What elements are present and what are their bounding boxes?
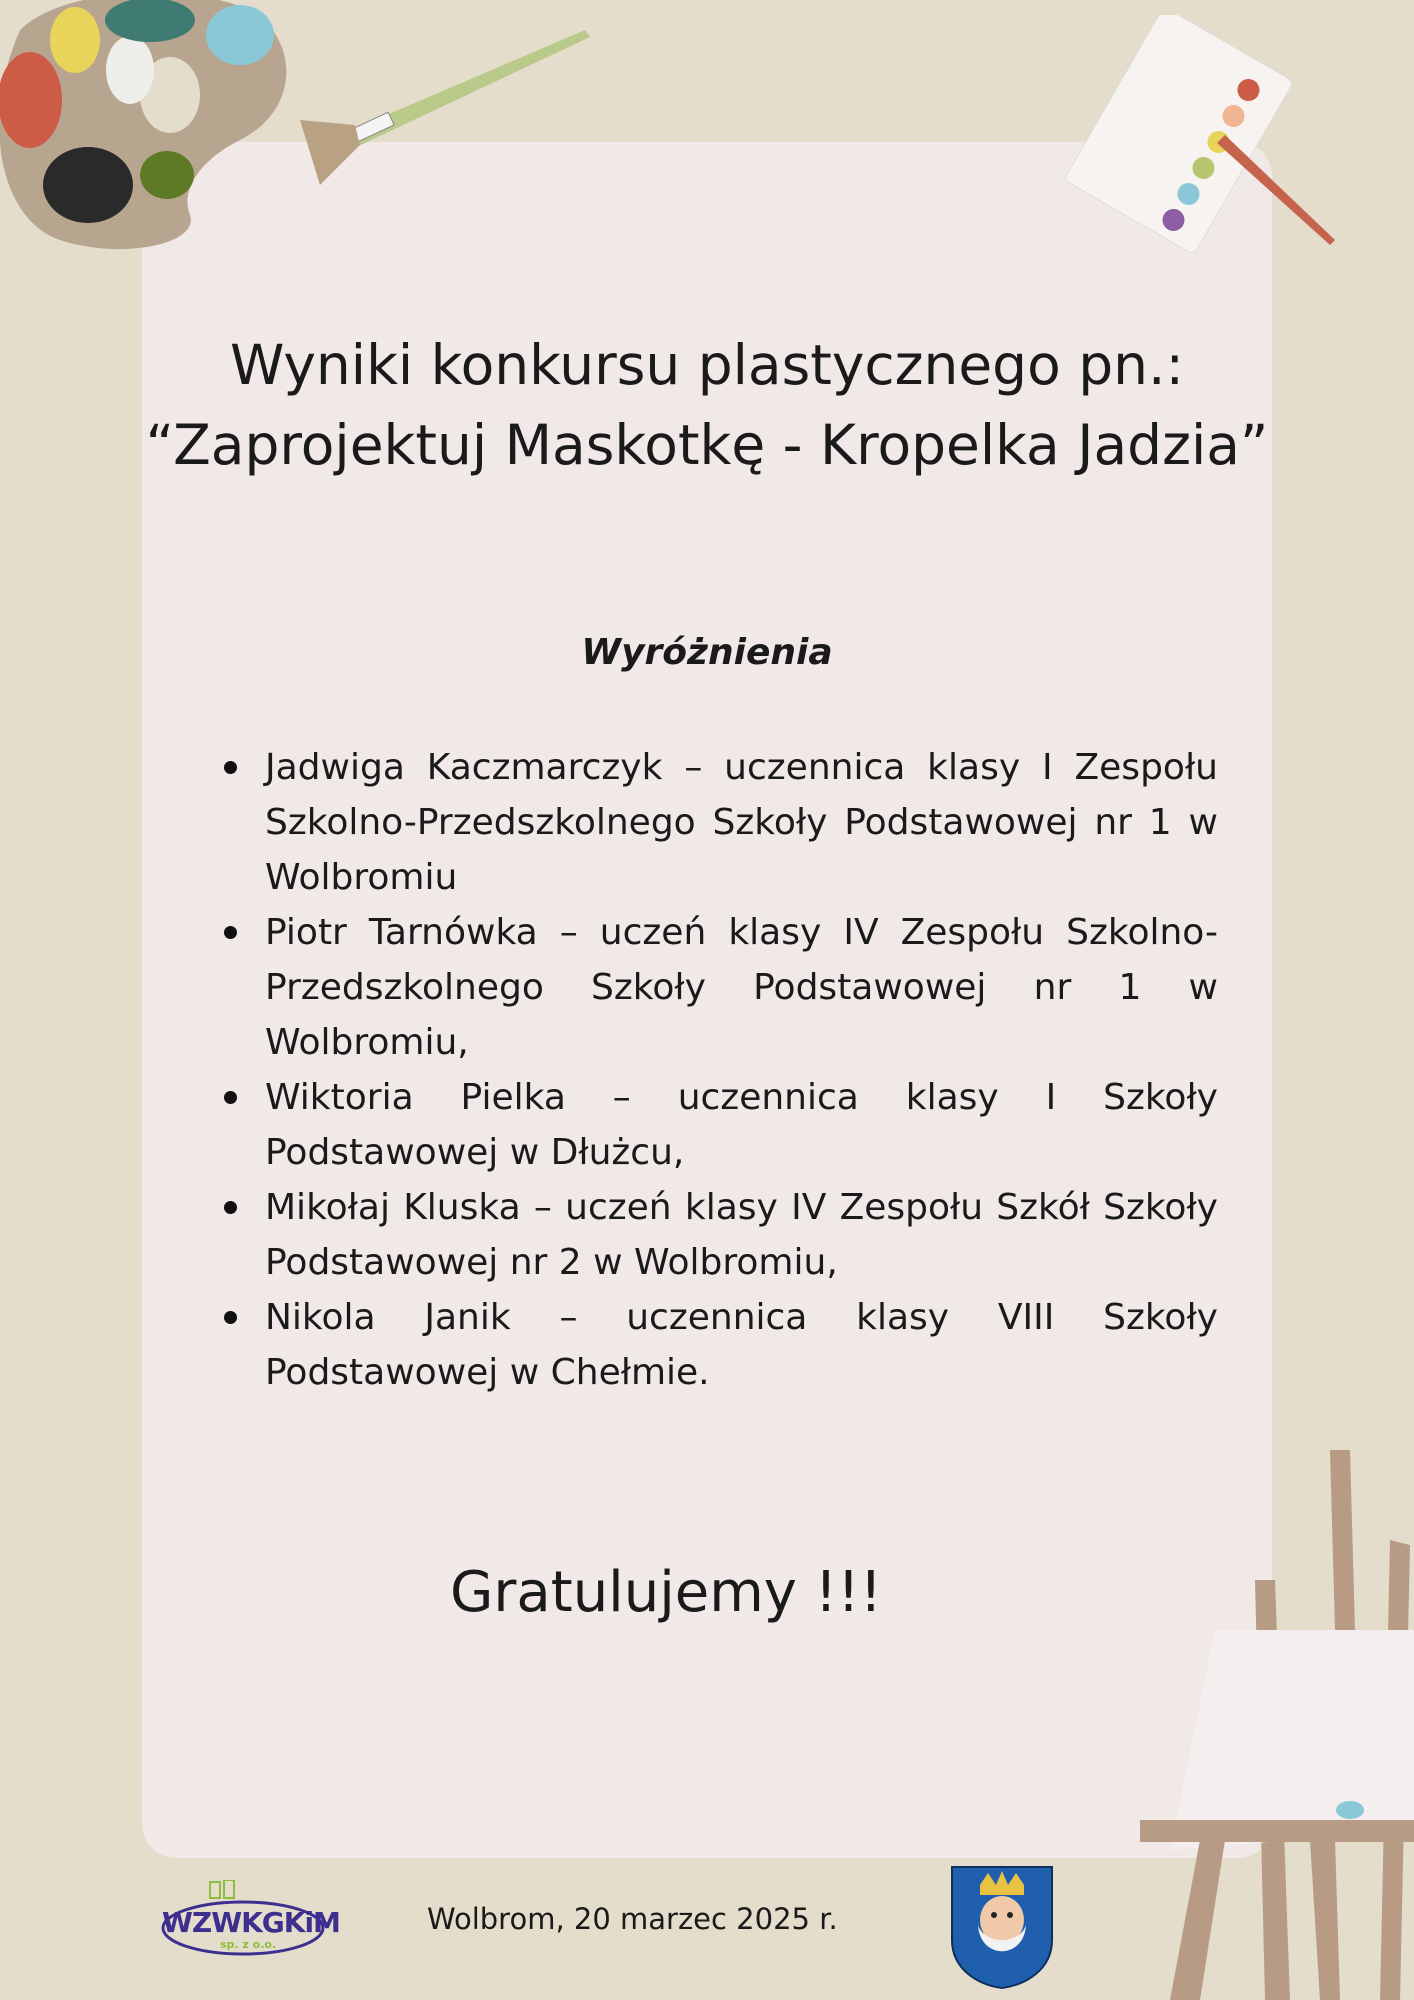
award-text: Jadwiga Kaczmarczyk – uczennica klasy I Zespołu Szkolno-Przedszkolnego Szkoły Podstawowej nr 1 w Wolbromiu — [265, 747, 1218, 898]
company-logo-text: WZWKGKiM — [162, 1906, 340, 1939]
company-logo — [158, 1880, 340, 1960]
list-item — [218, 1070, 1218, 1180]
watercolor-set-icon — [1055, 15, 1345, 265]
company-logo-subtext: sp. z o.o. — [220, 1938, 277, 1951]
list-item — [218, 1290, 1218, 1400]
awards-list — [218, 740, 1218, 1400]
award-text: Mikołaj Kluska – uczeń klasy IV Zespołu Szkół Szkoły Podstawowej nr 2 w Wolbromiu, — [265, 1187, 1218, 1283]
bullet-icon — [224, 1311, 237, 1324]
bullet-icon — [224, 761, 237, 774]
bullet-icon — [224, 926, 237, 939]
easel-icon — [1140, 1450, 1414, 2000]
list-item — [218, 1180, 1218, 1290]
city-crest-icon — [950, 1865, 1054, 1990]
paint-palette-icon — [0, 0, 300, 260]
bullet-icon — [224, 1091, 237, 1104]
page-title — [142, 325, 1272, 485]
section-heading: Wyróżnienia — [581, 632, 833, 673]
title-line-2: “Zaprojektuj Maskotkę - Kropelka Jadzia” — [145, 413, 1269, 477]
paintbrush-icon — [295, 25, 595, 185]
award-text: Piotr Tarnówka – uczeń klasy IV Zespołu Szkolno-Przedszkolnego Szkoły Podstawowej nr 1 w Wolbromiu, — [265, 912, 1218, 1063]
list-item — [218, 740, 1218, 905]
award-text: Nikola Janik – uczennica klasy VIII Szkoły Podstawowej w Chełmie. — [265, 1297, 1218, 1393]
footer-date: Wolbrom, 20 marzec 2025 r. — [427, 1902, 838, 1936]
list-item — [218, 905, 1218, 1070]
award-text: Wiktoria Pielka – uczennica klasy I Szkoły Podstawowej w Dłużcu, — [265, 1077, 1218, 1173]
bullet-icon — [224, 1201, 237, 1214]
title-line-1: Wyniki konkursu plastycznego pn.: — [229, 333, 1185, 397]
congratulations-text: Gratulujemy !!! — [450, 1560, 883, 1625]
